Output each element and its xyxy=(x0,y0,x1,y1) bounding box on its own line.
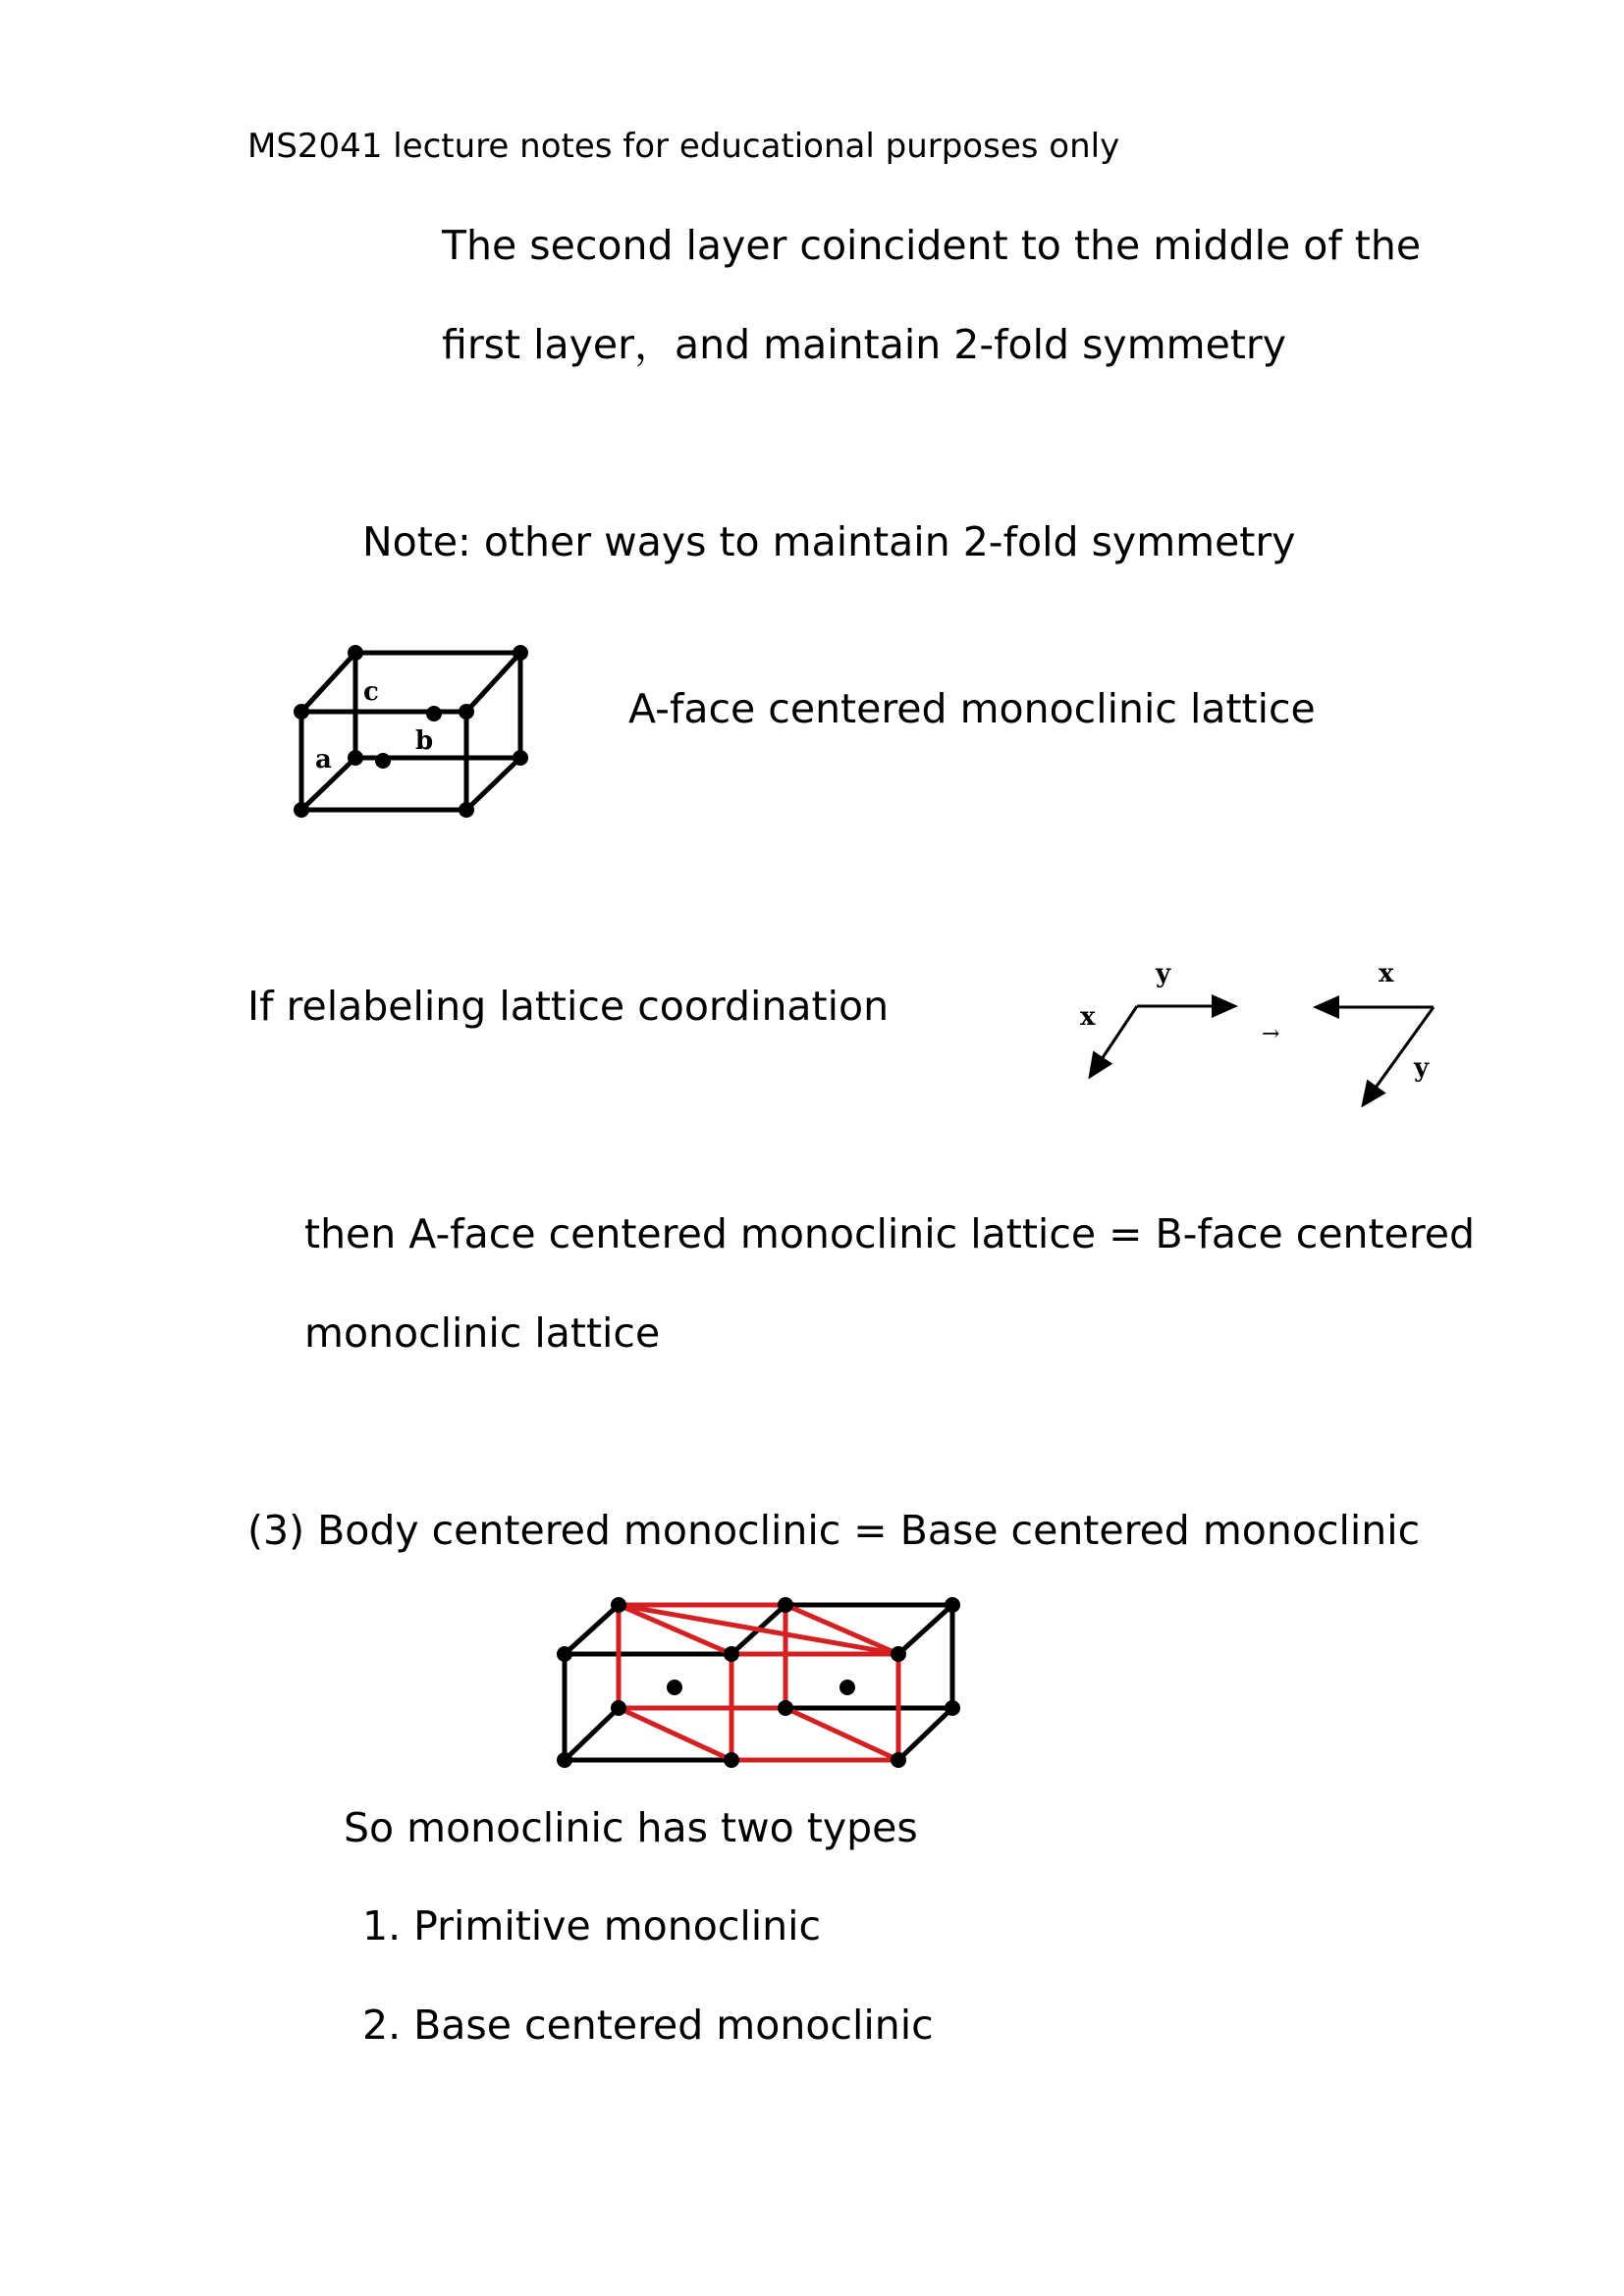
axis-relabel-diagram xyxy=(1070,942,1463,1119)
a-face-caption: A-face centered monoclinic lattice xyxy=(628,685,1316,732)
axis-label-y-before: y xyxy=(1156,959,1171,988)
note-text: Note: other ways to maintain 2-fold symmetry xyxy=(362,518,1296,565)
body-centered-heading: (3) Body centered monoclinic = Base centered monoclinic xyxy=(247,1507,1421,1554)
axis-label-x-before: x xyxy=(1080,1002,1096,1032)
body-centered-cells-diagram xyxy=(550,1585,972,1782)
so-monoclinic-text: So monoclinic has two types xyxy=(344,1804,918,1851)
axis-label-y-after: y xyxy=(1414,1053,1430,1083)
then-line-1: then A-face centered monoclinic lattice = B-face centered xyxy=(304,1210,1476,1257)
cell-label-a: a xyxy=(315,745,332,774)
page-header: MS2041 lecture notes for educational purposes only xyxy=(247,127,1120,166)
relabel-text: If relabeling lattice coordination xyxy=(247,983,890,1030)
axis-label-x-after: x xyxy=(1379,959,1394,988)
cell-label-b: b xyxy=(415,726,434,756)
a-face-centered-cell-diagram xyxy=(275,638,550,825)
type-list-item-1: 1. Primitive monoclinic xyxy=(362,1902,822,1949)
relabel-arrow: → xyxy=(1262,1022,1280,1046)
paragraph-line-1: The second layer coincident to the middle of the xyxy=(442,222,1422,269)
base-centered-cell-outline xyxy=(619,1605,898,1760)
then-line-2: monoclinic lattice xyxy=(304,1309,661,1357)
paragraph-line-2: first layer，and maintain 2-fold symmetry xyxy=(442,321,1286,368)
cell-label-c: c xyxy=(363,677,379,707)
type-list-item-2: 2. Base centered monoclinic xyxy=(362,2002,934,2049)
